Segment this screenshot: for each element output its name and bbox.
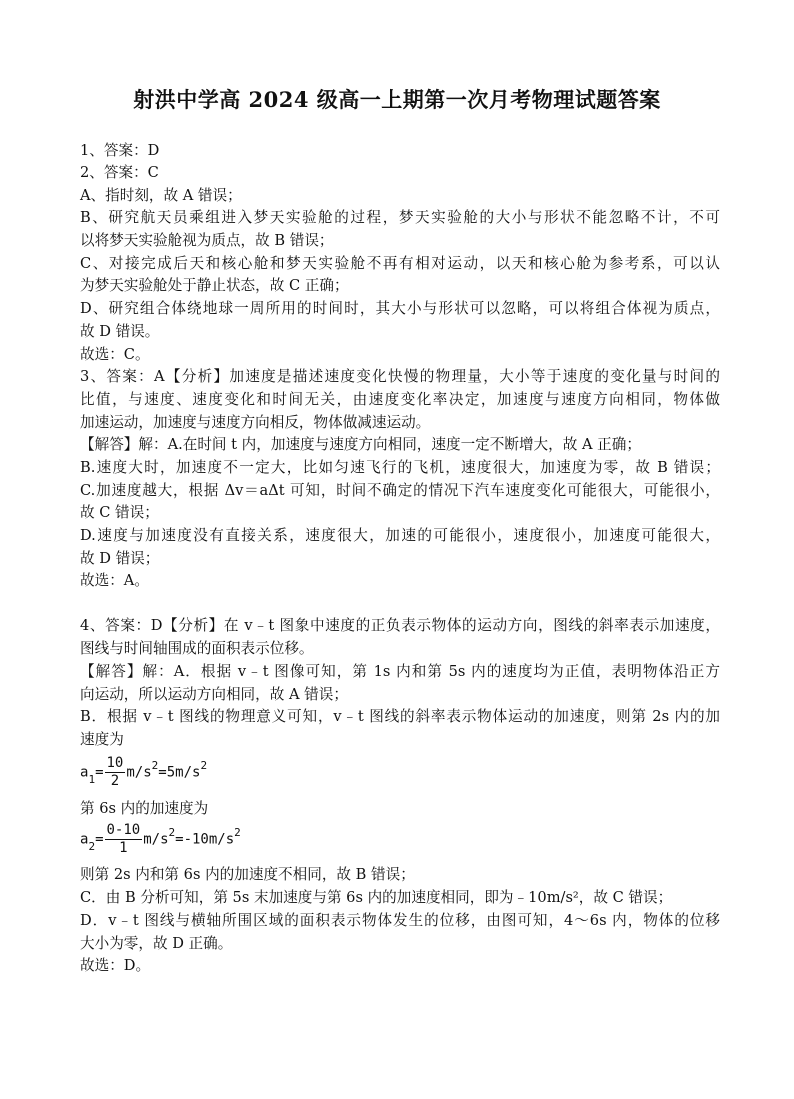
formula-symbol: a — [80, 831, 89, 848]
text-line: 故选：D。 — [80, 957, 151, 974]
formula-subscript: 1 — [88, 772, 96, 786]
text-line: 比值，与速度、速度变化和时间无关，由速度变化率决定，加速度与速度方向相同，物体做 — [80, 391, 720, 408]
text-line: 3、答案：A【分析】加速度是描述速度变化快慢的物理量，大小等于速度的变化量与时间的 — [80, 368, 720, 385]
text-line: 故 C 错误； — [80, 504, 159, 521]
text-line: C.加速度越大，根据 Δv＝aΔt 可知，时间不确定的情况下汽车速度变化可能很大，可能很小， — [80, 482, 720, 499]
text-line: 【解答】解：A.在时间 t 内，加速度与速度方向相同，速度一定不断增大，故 A 正确； — [80, 436, 641, 453]
formula-equals: = — [95, 764, 104, 781]
formula-fraction — [105, 755, 126, 790]
text-line: 向运动，所以运动方向相同，故 A 错误； — [80, 686, 348, 703]
fraction-numerator: 10 — [106, 755, 124, 771]
formula-a2 — [80, 822, 241, 857]
text-line: C、对接完成后天和核心舱和梦天实验舱不再有相对运动，以天和核心舱为参考系，可以认 — [80, 255, 720, 272]
formula-subscript: 2 — [88, 839, 96, 853]
text-line: D.速度与加速度没有直接关系，速度很大，加速的可能很小，速度很小，加速度可能很大， — [80, 527, 720, 544]
formula-fraction — [105, 822, 143, 857]
text-line: B.速度大时，加速度不一定大，比如匀速飞行的飞机，速度很大，加速度为零，故 B 错误； — [80, 459, 720, 476]
text-line: 速度为 — [80, 731, 124, 748]
fraction-denominator: 1 — [119, 840, 128, 856]
text-line: 第 6s 内的加速度为 — [80, 800, 209, 817]
formula-superscript: 2 — [234, 825, 241, 839]
page-title: 射洪中学高 2024 级高一上期第一次月考物理试题答案 — [133, 87, 661, 112]
formula-a1 — [80, 755, 207, 790]
text-line: D、研究组合体绕地球一周所用的时间时，其大小与形状可以忽略，可以将组合体视为质点， — [80, 300, 720, 317]
formula-superscript: 2 — [151, 758, 159, 772]
text-line: D．v﹣t 图线与横轴所围区域的面积表示物体发生的位移，由图可知，4～6s 内，物体的位移 — [80, 912, 720, 929]
text-line: 4、答案：D【分析】在 v﹣t 图象中速度的正负表示物体的运动方向，图线的斜率表示加速度， — [80, 617, 720, 634]
text-line: 图线与时间轴围成的面积表示位移。 — [80, 640, 314, 657]
text-line: 故 D 错误。 — [80, 323, 160, 340]
text-line: 故 D 错误； — [80, 550, 160, 567]
formula-superscript: 2 — [168, 825, 176, 839]
text-line: B、研究航天员乘组进入梦天实验舱的过程，梦天实验舱的大小与形状不能忽略不计，不可 — [80, 209, 720, 226]
text-line: 故选：C。 — [80, 346, 150, 363]
formula-result: =5m/s — [158, 764, 201, 781]
formula-unit: m/s — [143, 831, 169, 848]
formula-equals: = — [95, 831, 104, 848]
text-line: 故选：A。 — [80, 572, 149, 589]
text-line: 1、答案：D — [80, 142, 160, 159]
text-line: B．根据 v﹣t 图线的物理意义可知，v﹣t 图线的斜率表示物体运动的加速度，则第 2s 内的加 — [80, 708, 720, 725]
text-line: 为梦天实验舱处于静止状态，故 C 正确； — [80, 277, 349, 294]
text-line: A、指时刻，故 A 错误； — [80, 187, 242, 204]
text-line: 以将梦天实验舱视为质点，故 B 错误； — [80, 232, 334, 249]
fraction-numerator: 0-10 — [106, 822, 141, 838]
formula-unit: m/s — [126, 764, 152, 781]
text-line: 加速运动，加速度与速度方向相反，物体做减速运动。 — [80, 414, 431, 431]
formula-symbol: a — [80, 764, 89, 781]
fraction-denominator: 2 — [110, 773, 120, 789]
text-line: C．由 B 分析可知，第 5s 末加速度与第 6s 内的加速度相同，即为﹣10m/s²，故 C 错误； — [80, 889, 673, 906]
formula-result: =-10m/s — [175, 831, 235, 848]
text-line: 【解答】解：A．根据 v﹣t 图像可知，第 1s 内和第 5s 内的速度均为正值，表明物体沿正方 — [80, 663, 720, 680]
text-line: 则第 2s 内和第 6s 内的加速度不相同，故 B 错误； — [80, 866, 415, 883]
text-line: 大小为零，故 D 正确。 — [80, 935, 233, 952]
text-line: 2、答案：C — [80, 164, 159, 181]
formula-superscript: 2 — [200, 758, 208, 772]
